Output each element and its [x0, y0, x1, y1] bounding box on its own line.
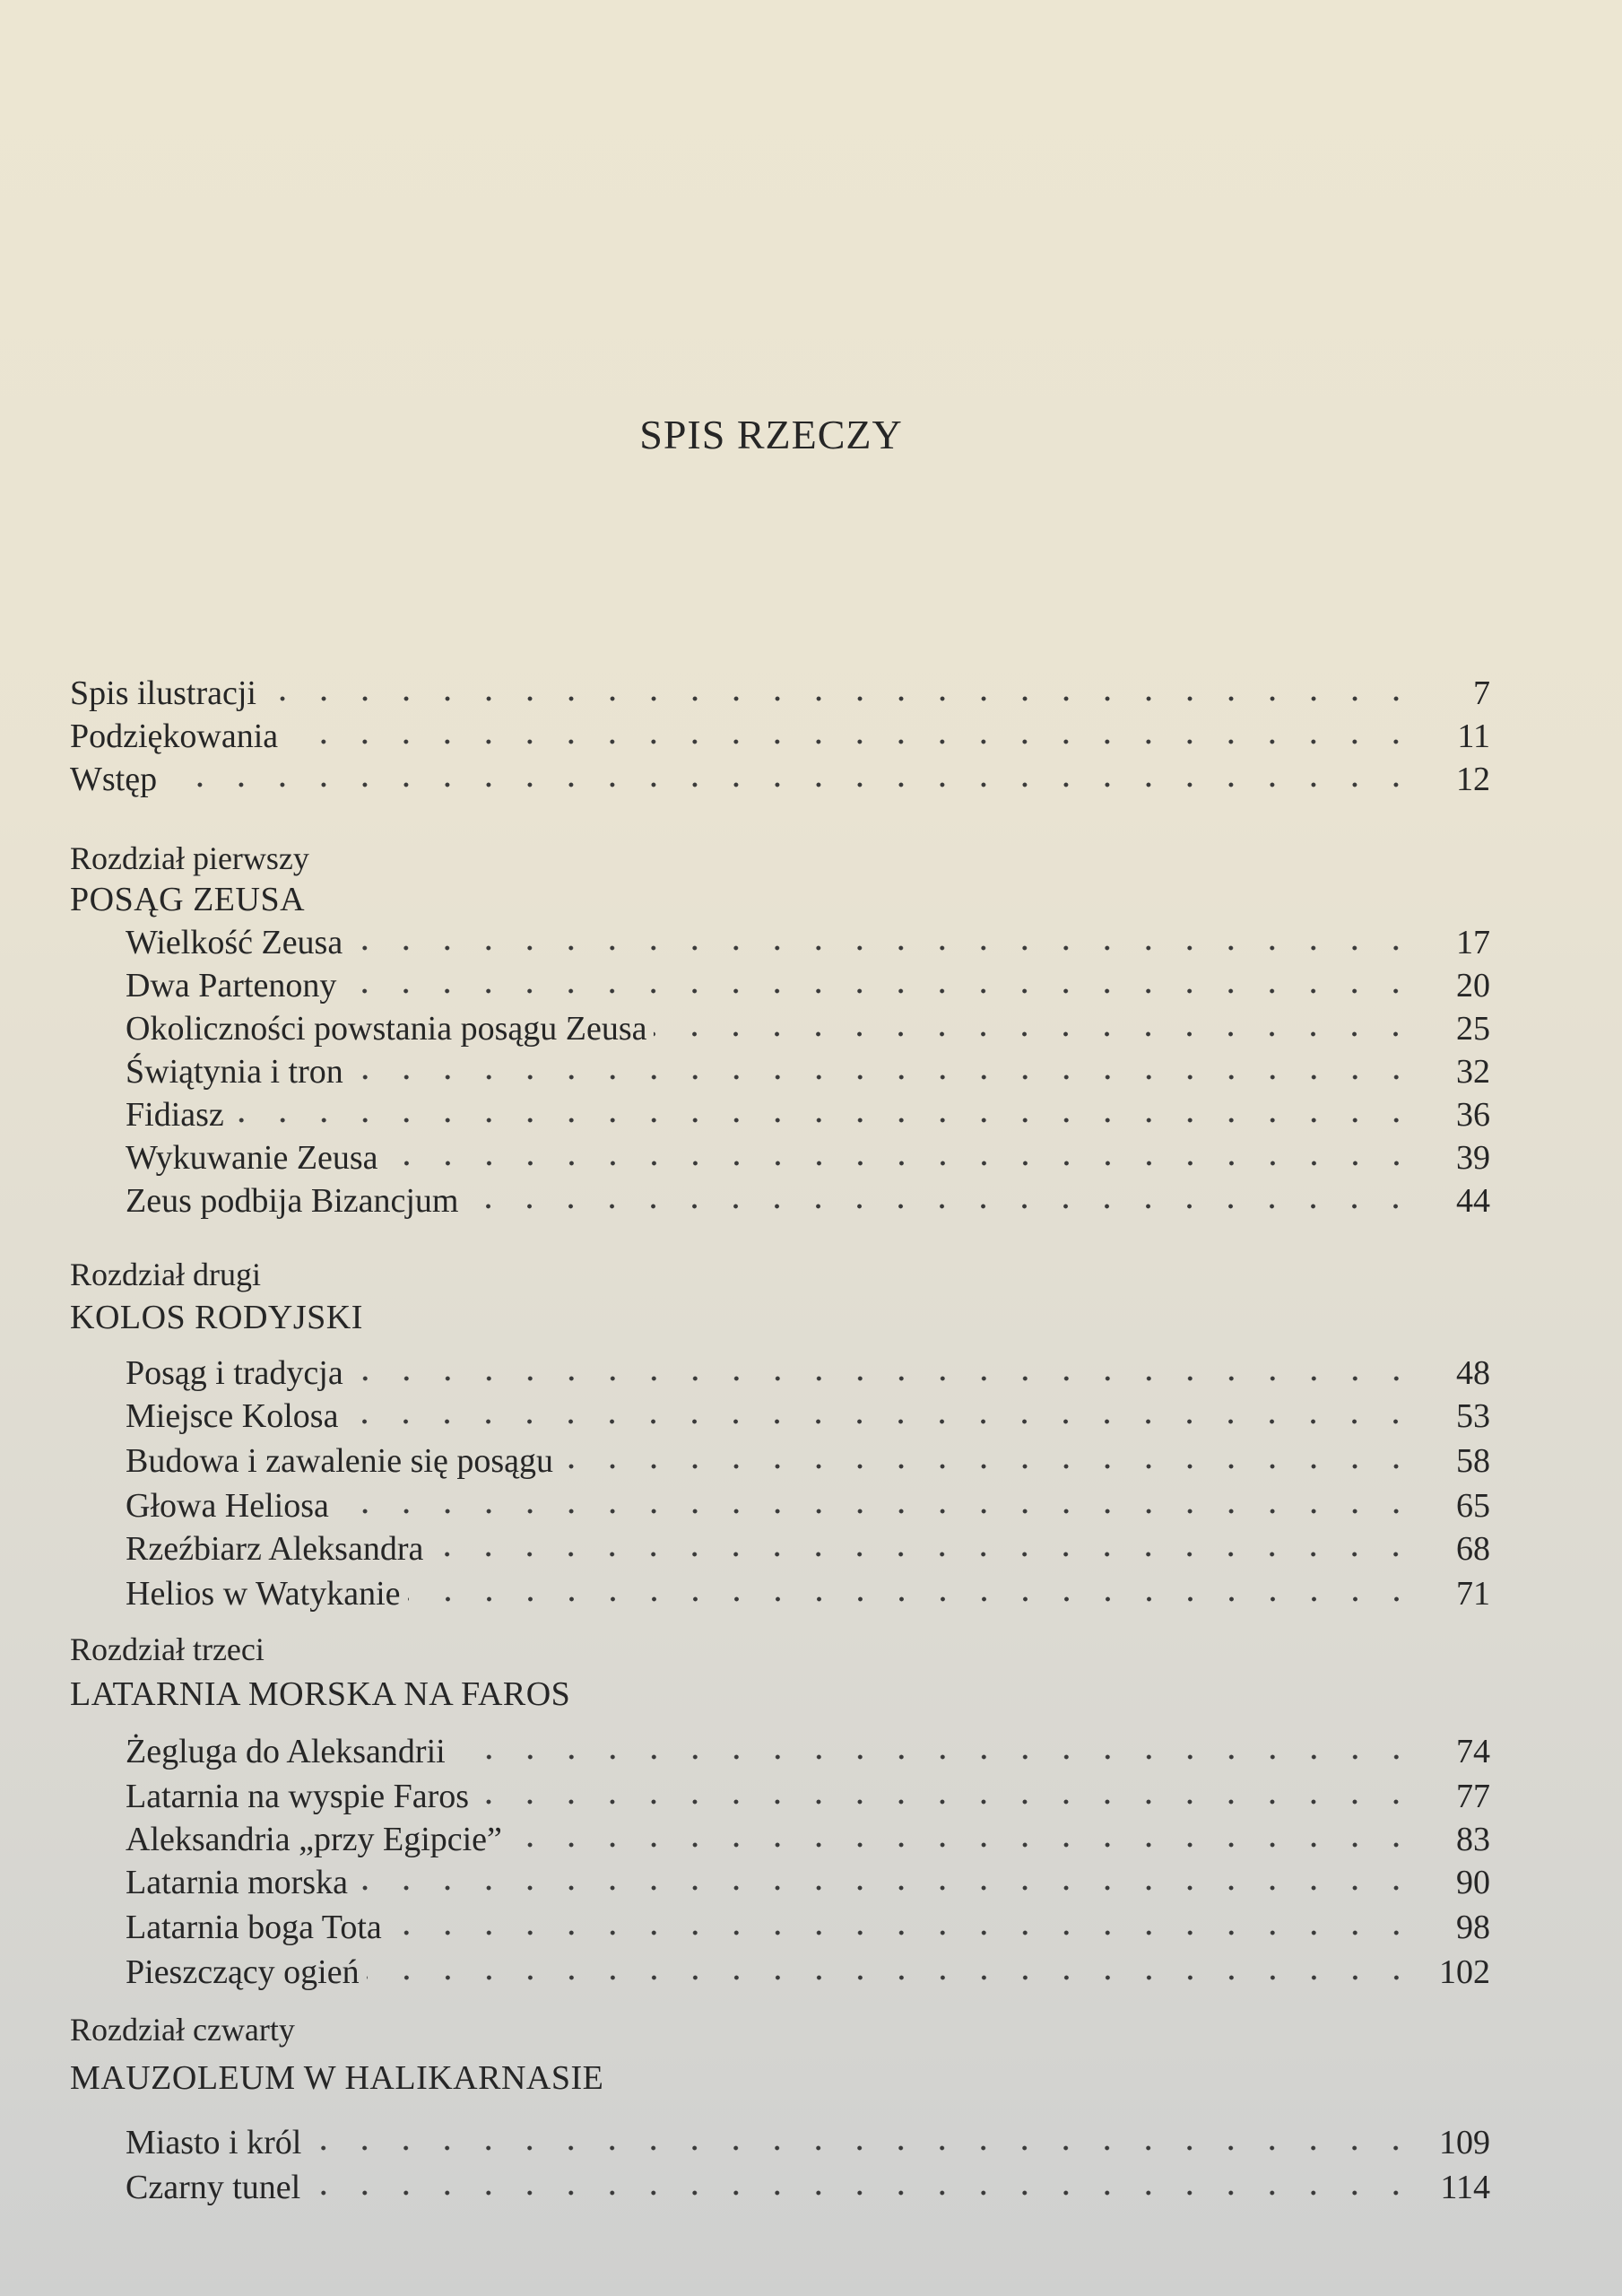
toc-entry-label: Świątynia i tron	[126, 1053, 343, 1091]
dot-leader	[164, 780, 1417, 789]
toc-entry-label: Spis ilustracji	[70, 674, 256, 712]
dot-leader	[560, 1462, 1417, 1471]
toc-entry-label: Zeus podbija Bizancjum	[126, 1182, 459, 1220]
toc-entry-label: Budowa i zawalenie się posągu	[126, 1442, 553, 1480]
toc-entry	[126, 1950, 1490, 1995]
toc-page-number: 98	[1456, 1909, 1490, 1946]
chapter-title: KOLOS RODYJSKI	[70, 1299, 363, 1336]
chapter-label: Rozdział trzeci	[70, 1631, 265, 1667]
dot-leader	[308, 2188, 1417, 2197]
toc-entry-acknowledgements	[70, 714, 1490, 759]
toc-entry-label: Posąg i tradycja	[126, 1354, 343, 1392]
toc-page-number: 11	[1457, 718, 1490, 755]
toc-entry-label: Podziękowania	[70, 718, 279, 755]
dot-leader	[231, 1116, 1417, 1125]
toc-entry-label: Pieszczący ogień	[126, 1953, 360, 1991]
toc-page-number: 25	[1456, 1010, 1490, 1048]
chapter-title: POSĄG ZEUSA	[70, 881, 306, 918]
toc-entry	[126, 1774, 1490, 1819]
dot-leader	[285, 737, 1417, 746]
toc-entry-label: Wstęp	[70, 761, 158, 798]
toc-entry-list-of-illustrations	[70, 671, 1490, 716]
dot-leader	[476, 1797, 1417, 1806]
toc-page-number: 68	[1456, 1530, 1490, 1568]
toc-page-number: 77	[1456, 1778, 1490, 1815]
toc-entry	[126, 1135, 1490, 1180]
toc-entry	[126, 1439, 1490, 1483]
toc-entry	[126, 1905, 1490, 1950]
toc-entry-label: Rzeźbiarz Aleksandra	[126, 1530, 424, 1568]
dot-leader	[351, 1374, 1417, 1383]
toc-page-number: 44	[1456, 1182, 1490, 1220]
dot-leader	[386, 1159, 1417, 1168]
toc-entry-label: Latarnia boga Tota	[126, 1909, 382, 1946]
dot-leader	[453, 1752, 1417, 1761]
toc-entry-label: Fidiasz	[126, 1096, 224, 1134]
toc-entry-label: Wykuwanie Zeusa	[126, 1139, 378, 1177]
toc-entry-label: Głowa Heliosa	[126, 1487, 329, 1525]
toc-page-number: 90	[1456, 1864, 1490, 1901]
dot-leader	[336, 1507, 1417, 1516]
toc-entry-introduction	[70, 757, 1490, 802]
toc-entry	[126, 1571, 1490, 1616]
toc-entry-label: Latarnia na wyspie Faros	[126, 1778, 470, 1815]
toc-entry-label: Czarny tunel	[126, 2169, 301, 2206]
toc-entry-label: Dwa Partenony	[126, 967, 337, 1004]
toc-entry	[126, 963, 1490, 1008]
toc-page-number: 20	[1456, 967, 1490, 1004]
toc-page-number: 74	[1456, 1733, 1490, 1770]
toc-page-number: 39	[1456, 1139, 1490, 1177]
toc-entry	[126, 1860, 1490, 1905]
dot-leader	[308, 2144, 1417, 2152]
toc-entry-label: Miasto i król	[126, 2124, 302, 2161]
toc-entry-label: Latarnia morska	[126, 1864, 348, 1901]
toc-page-number: 7	[1473, 674, 1490, 712]
toc-entry	[126, 1006, 1490, 1051]
toc-entry	[126, 1483, 1490, 1528]
dot-leader	[509, 1840, 1417, 1849]
toc-entry	[126, 1729, 1490, 1774]
toc-page-number: 48	[1456, 1354, 1490, 1392]
chapter-title: LATARNIA MORSKA NA FAROS	[70, 1675, 571, 1713]
dot-leader	[343, 987, 1417, 996]
toc-page-number: 58	[1456, 1442, 1490, 1480]
toc-page-number: 32	[1456, 1053, 1490, 1091]
dot-leader	[355, 1883, 1417, 1892]
toc-page-number: 53	[1456, 1397, 1490, 1435]
dot-leader	[351, 1073, 1417, 1082]
toc-entry	[126, 1394, 1490, 1439]
dot-leader	[367, 1973, 1417, 1982]
toc-entry-label: Helios w Watykanie	[126, 1575, 401, 1613]
toc-entry-label: Aleksandria „przy Egipcie”	[126, 1821, 502, 1858]
toc-entry	[126, 1049, 1490, 1094]
toc-entry	[126, 920, 1490, 965]
toc-page-number: 71	[1456, 1575, 1490, 1613]
toc-page-number: 36	[1456, 1096, 1490, 1134]
toc-entry	[126, 1351, 1490, 1396]
toc-entry	[126, 1178, 1490, 1223]
toc-entry-label: Okoliczności powstania posągu Zeusa	[126, 1010, 647, 1048]
dot-leader	[350, 944, 1417, 952]
dot-leader	[389, 1928, 1417, 1937]
chapter-title: MAUZOLEUM W HALIKARNASIE	[70, 2059, 604, 2097]
toc-entry	[126, 1817, 1490, 1862]
toc-entry	[126, 1092, 1490, 1137]
toc-page-number: 109	[1439, 2124, 1490, 2161]
dot-leader	[264, 694, 1417, 703]
toc-page-number: 65	[1456, 1487, 1490, 1525]
dot-leader	[408, 1595, 1417, 1604]
toc-page-number: 83	[1456, 1821, 1490, 1858]
toc-entry	[126, 1526, 1490, 1571]
toc-page-number: 12	[1456, 761, 1490, 798]
toc-page-number: 17	[1456, 924, 1490, 961]
toc-entry-label: Wielkość Zeusa	[126, 924, 343, 961]
dot-leader	[345, 1417, 1417, 1426]
toc-page-number: 114	[1440, 2169, 1490, 2206]
toc-entry	[126, 2120, 1490, 2165]
toc-entry-label: Żegluga do Aleksandrii	[126, 1733, 446, 1770]
page-title: SPIS RZECZY	[639, 412, 903, 457]
toc-entry	[126, 2165, 1490, 2210]
dot-leader	[654, 1030, 1417, 1039]
chapter-label: Rozdział czwarty	[70, 2012, 295, 2048]
toc-entry-label: Miejsce Kolosa	[126, 1397, 339, 1435]
chapter-label: Rozdział pierwszy	[70, 840, 309, 876]
dot-leader	[430, 1550, 1417, 1559]
chapter-label: Rozdział drugi	[70, 1257, 261, 1292]
dot-leader	[465, 1202, 1417, 1211]
toc-page-number: 102	[1439, 1953, 1490, 1991]
